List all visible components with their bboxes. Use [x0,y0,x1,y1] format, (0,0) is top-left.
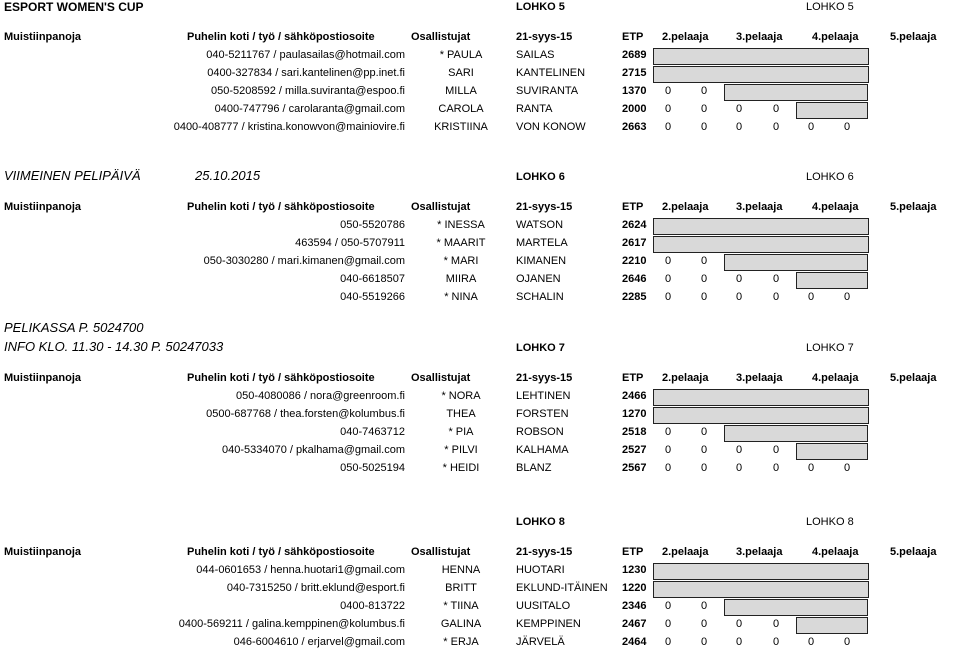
score-value: 0 [701,462,708,474]
score-value: 0 [773,121,780,133]
column-header: 5.pelaaja [890,201,937,213]
etp-value: 2285 [622,291,647,303]
last-name: UUSITALO [516,600,571,612]
lohko-title-right: LOHKO 6 [806,171,854,183]
last-name: SUVIRANTA [516,85,579,97]
last-name: BLANZ [516,462,552,474]
column-header: 21-syys-15 [516,201,573,213]
column-header: Puhelin koti / työ / sähköpostiosoite [187,546,375,558]
lohko-title: LOHKO 8 [516,516,565,528]
column-header: 4.pelaaja [812,201,859,213]
etp-value: 2467 [622,618,647,630]
score-value: 0 [701,291,708,303]
score-value: 0 [844,291,851,303]
score-value: 0 [701,618,708,630]
etp-value: 2715 [622,67,647,79]
score-value: 0 [701,636,708,648]
etp-value: 2527 [622,444,647,456]
column-header: 21-syys-15 [516,546,573,558]
empty-grid-cell [653,581,869,598]
empty-grid-cell [796,272,868,289]
contact-cell: 0500-687768 / thea.forsten@kolumbus.fi [206,408,405,420]
last-name: VON KONOW [516,121,586,133]
etp-value: 2466 [622,390,647,402]
etp-value: 1370 [622,85,647,97]
first-name: * NINA [444,291,478,303]
score-value: 0 [665,462,672,474]
etp-value: 2346 [622,600,647,612]
etp-value: 2617 [622,237,647,249]
score-value: 0 [808,462,815,474]
etp-value: 1270 [622,408,647,420]
etp-value: 2689 [622,49,647,61]
first-name: HENNA [441,564,481,576]
score-value: 0 [844,121,851,133]
first-name: * TIINA [443,600,479,612]
last-name: EKLUND-ITÄINEN [516,582,608,594]
column-header: 5.pelaaja [890,546,937,558]
column-header: Osallistujat [411,546,471,558]
score-value: 0 [736,273,743,285]
first-name: * ERJA [443,636,479,648]
last-name: MARTELA [516,237,568,249]
first-name: * PAULA [439,49,483,61]
first-name: KRISTIINA [434,121,488,133]
last-day-date: 25.10.2015 [195,168,261,183]
score-value: 0 [844,636,851,648]
score-value: 0 [665,600,672,612]
score-value: 0 [701,426,708,438]
score-value: 0 [773,636,780,648]
last-name: HUOTARI [516,564,565,576]
score-value: 0 [665,636,672,648]
column-header: Osallistujat [411,201,471,213]
column-header: 2.pelaaja [662,31,709,43]
column-header: 3.pelaaja [736,201,783,213]
contact-cell: 040-7463712 [340,426,405,438]
last-name: ROBSON [516,426,564,438]
score-value: 0 [665,255,672,267]
last-name: JÄRVELÄ [516,636,565,648]
score-value: 0 [701,103,708,115]
first-name: THEA [446,408,476,420]
score-value: 0 [736,462,743,474]
last-name: SCHALIN [516,291,564,303]
etp-value: 2567 [622,462,647,474]
etp-value: 2210 [622,255,647,267]
etp-value: 2518 [622,426,647,438]
empty-grid-cell [653,218,869,235]
score-value: 0 [736,121,743,133]
pelikassa-text: PELIKASSA P. 5024700 [4,320,144,335]
first-name: * PIA [448,426,474,438]
last-name: KIMANEN [516,255,567,267]
column-header: 3.pelaaja [736,546,783,558]
score-value: 0 [736,291,743,303]
column-header: Muistiinpanoja [4,31,81,43]
lohko-title-right: LOHKO 7 [806,342,854,354]
etp-value: 2663 [622,121,647,133]
score-value: 0 [736,103,743,115]
lohko-title: LOHKO 7 [516,342,565,354]
last-name: FORSTEN [516,408,569,420]
contact-cell: 050-4080086 / nora@greenroom.fi [236,390,405,402]
empty-grid-cell [796,617,868,634]
score-value: 0 [808,121,815,133]
contact-cell: 050-5520786 [340,219,405,231]
contact-cell: 0400-569211 / galina.kemppinen@kolumbus.fi [178,618,405,630]
etp-value: 2646 [622,273,647,285]
column-header: 2.pelaaja [662,201,709,213]
empty-grid-cell [796,102,868,119]
contact-cell: 0400-408777 / kristina.konowvon@mainiovire.fi [173,121,405,133]
column-header: Osallistujat [411,31,471,43]
last-name: WATSON [516,219,564,231]
score-value: 0 [701,444,708,456]
empty-grid-cell [724,254,868,271]
score-value: 0 [773,462,780,474]
etp-value: 1220 [622,582,647,594]
first-name: MIIRA [445,273,477,285]
empty-grid-cell [653,389,869,406]
score-value: 0 [665,85,672,97]
contact-cell: 0400-747796 / carolaranta@gmail.com [214,103,405,115]
info-text: INFO KLO. 11.30 - 14.30 P. 50247033 [4,339,224,354]
contact-cell: 040-6618507 [340,273,405,285]
contact-cell: 040-5211767 / paulasailas@hotmail.com [206,49,405,61]
empty-grid-cell [724,84,868,101]
cup-title: ESPORT WOMEN'S CUP [4,0,144,14]
empty-grid-cell [653,407,869,424]
column-header: 21-syys-15 [516,31,573,43]
score-value: 0 [808,291,815,303]
column-header: 2.pelaaja [662,372,709,384]
etp-value: 2000 [622,103,647,115]
etp-value: 2464 [622,636,647,648]
lohko-title-right: LOHKO 5 [806,1,854,13]
first-name: MILLA [445,85,477,97]
lohko-title: LOHKO 5 [516,1,565,13]
contact-cell: 0400-327834 / sari.kantelinen@pp.inet.fi [207,67,405,79]
contact-cell: 040-5334070 / pkalhama@gmail.com [222,444,405,456]
last-name: RANTA [516,103,553,115]
column-header: Puhelin koti / työ / sähköpostiosoite [187,31,375,43]
score-value: 0 [701,121,708,133]
score-value: 0 [736,618,743,630]
column-header: 3.pelaaja [736,372,783,384]
first-name: * MARI [443,255,479,267]
first-name: * MAARIT [436,237,486,249]
contact-cell: 050-5208592 / milla.suviranta@espoo.fi [210,85,405,97]
empty-grid-cell [653,236,869,253]
contact-cell: 050-3030280 / mari.kimanen@gmail.com [203,255,405,267]
column-header: 4.pelaaja [812,372,859,384]
last-name: LEHTINEN [516,390,571,402]
column-header: ETP [622,372,644,384]
last-name: SAILAS [516,49,555,61]
score-value: 0 [665,103,672,115]
column-header: Muistiinpanoja [4,372,81,384]
column-header: 21-syys-15 [516,372,573,384]
contact-cell: 050-5025194 [340,462,405,474]
score-value: 0 [665,618,672,630]
score-value: 0 [736,444,743,456]
etp-value: 1230 [622,564,647,576]
score-value: 0 [701,600,708,612]
column-header: Osallistujat [411,372,471,384]
empty-grid-cell [653,563,869,580]
lohko-title: LOHKO 6 [516,171,565,183]
first-name: * PILVI [444,444,478,456]
first-name: * NORA [441,390,481,402]
lohko-title-right: LOHKO 8 [806,516,854,528]
score-value: 0 [773,273,780,285]
last-name: KALHAMA [516,444,569,456]
empty-grid-cell [796,443,868,460]
last-name: KEMPPINEN [516,618,581,630]
first-name: GALINA [440,618,482,630]
column-header: ETP [622,31,644,43]
column-header: 4.pelaaja [812,546,859,558]
first-name: BRITT [445,582,477,594]
contact-cell: 0400-813722 [340,600,405,612]
score-value: 0 [665,273,672,285]
column-header: 3.pelaaja [736,31,783,43]
first-name: SARI [448,67,474,79]
score-value: 0 [808,636,815,648]
etp-value: 2624 [622,219,647,231]
empty-grid-cell [653,66,869,83]
first-name: * HEIDI [442,462,480,474]
column-header: 5.pelaaja [890,31,937,43]
column-header: Muistiinpanoja [4,546,81,558]
score-value: 0 [701,273,708,285]
empty-grid-cell [724,599,868,616]
last-name: OJANEN [516,273,561,285]
column-header: ETP [622,201,644,213]
score-value: 0 [773,618,780,630]
score-value: 0 [773,444,780,456]
column-header: ETP [622,546,644,558]
score-value: 0 [665,444,672,456]
first-name: CAROLA [438,103,484,115]
score-value: 0 [665,291,672,303]
empty-grid-cell [724,425,868,442]
contact-cell: 044-0601653 / henna.huotari1@gmail.com [196,564,405,576]
score-value: 0 [701,85,708,97]
contact-cell: 040-7315250 / britt.eklund@esport.fi [226,582,405,594]
column-header: Puhelin koti / työ / sähköpostiosoite [187,372,375,384]
column-header: 5.pelaaja [890,372,937,384]
score-value: 0 [773,291,780,303]
column-header: 4.pelaaja [812,31,859,43]
last-day-label: VIIMEINEN PELIPÄIVÄ [4,168,141,183]
column-header: Puhelin koti / työ / sähköpostiosoite [187,201,375,213]
column-header: 2.pelaaja [662,546,709,558]
first-name: * INESSA [437,219,485,231]
contact-cell: 046-6004610 / erjarvel@gmail.com [233,636,405,648]
score-value: 0 [665,121,672,133]
column-header: Muistiinpanoja [4,201,81,213]
last-name: KANTELINEN [516,67,586,79]
contact-cell: 040-5519266 [340,291,405,303]
empty-grid-cell [653,48,869,65]
score-value: 0 [665,426,672,438]
score-value: 0 [701,255,708,267]
score-value: 0 [844,462,851,474]
score-value: 0 [773,103,780,115]
contact-cell: 463594 / 050-5707911 [295,237,405,249]
score-value: 0 [736,636,743,648]
